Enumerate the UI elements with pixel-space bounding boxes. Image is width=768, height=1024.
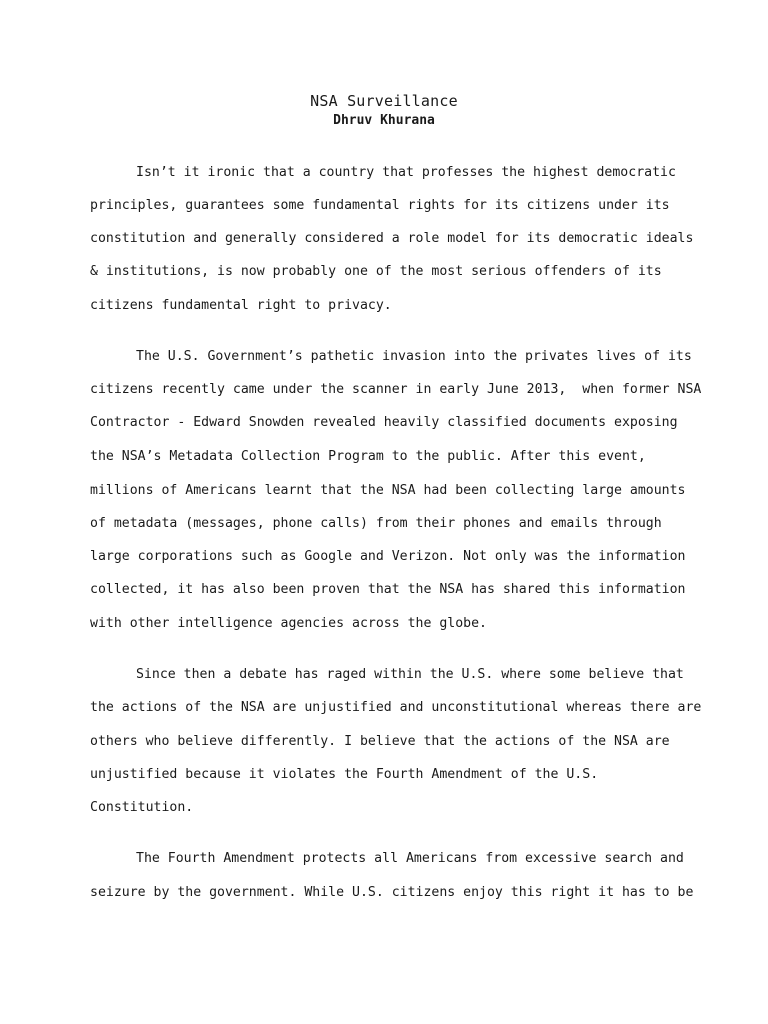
paragraph-2-line-6: of metadata (messages, phone calls) from their phones and emails through — [90, 516, 662, 531]
paragraph-2-line-9: with other intelligence agencies across the globe. — [90, 616, 487, 631]
paragraph-2-line-3: Contractor - Edward Snowden revealed heavily classified documents exposing — [90, 415, 678, 430]
paragraph-1-line-4: & institutions, is now probably one of the most serious offenders of its — [90, 264, 662, 279]
paragraph-2-line-7: large corporations such as Google and Verizon. Not only was the information — [90, 549, 686, 564]
paragraph-2-line-2: citizens recently came under the scanner in early June 2013, when former NSA — [90, 382, 702, 397]
paragraph-2-line-8: collected, it has also been proven that the NSA has shared this information — [90, 582, 686, 597]
paragraph-3-line-5: Constitution. — [90, 800, 194, 815]
paragraph-1-line-5: citizens fundamental right to privacy. — [90, 298, 392, 313]
paragraph-4-line-1: The Fourth Amendment protects all Americans from excessive search and — [136, 851, 684, 866]
paragraph-2-line-1: The U.S. Government’s pathetic invasion into the privates lives of its — [136, 349, 692, 364]
document-title: NSA Surveillance — [310, 92, 458, 110]
paragraph-3-line-3: others who believe differently. I believe that the actions of the NSA are — [90, 734, 670, 749]
document-author: Dhruv Khurana — [333, 113, 435, 128]
paragraph-3-line-4: unjustified because it violates the Fourth Amendment of the U.S. — [90, 767, 599, 782]
paragraph-3-line-2: the actions of the NSA are unjustified and unconstitutional whereas there are — [90, 700, 702, 715]
paragraph-1-line-2: principles, guarantees some fundamental rights for its citizens under its — [90, 198, 670, 213]
paragraph-2-line-4: the NSA’s Metadata Collection Program to the public. After this event, — [90, 449, 646, 464]
paragraph-3-line-1: Since then a debate has raged within the U.S. where some believe that — [136, 667, 684, 682]
paragraph-1-line-3: constitution and generally considered a role model for its democratic ideals — [90, 231, 694, 246]
paragraph-1-line-1: Isn’t it ironic that a country that professes the highest democratic — [136, 165, 676, 180]
paragraph-2-line-5: millions of Americans learnt that the NSA had been collecting large amounts — [90, 483, 686, 498]
paragraph-4-line-2: seizure by the government. While U.S. citizens enjoy this right it has to be — [90, 885, 694, 900]
